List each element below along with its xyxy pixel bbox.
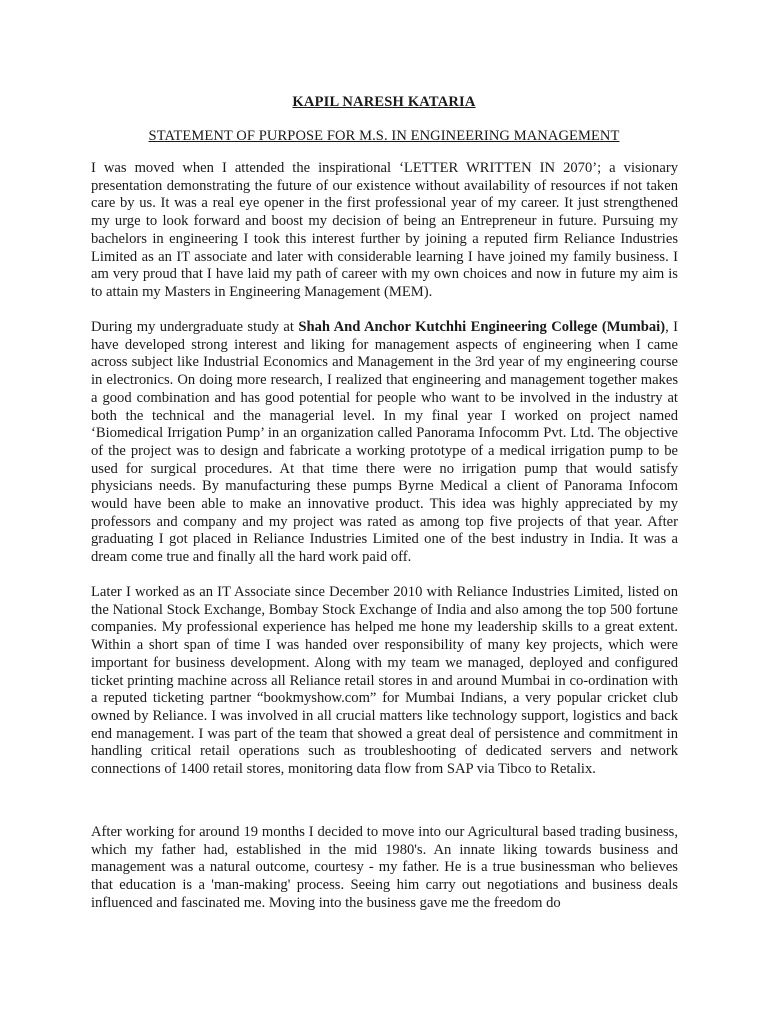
- paragraph-2-intro: During my undergraduate study at: [91, 319, 299, 335]
- paragraph-2: [91, 319, 678, 567]
- college-name: Shah And Anchor Kutchhi Engineering College (Mumbai): [298, 319, 666, 335]
- paragraph-3: Later I worked as an IT Associate since December 2010 with Reliance Industries Limited, listed on the National Stock Exchange, Bombay Stock Exchange of India and also among the top 500 fortune companies. My professional experience has helped me hone my leadership skills to a great extent. Within a short span of time I was handed over responsibility of many key projects, which were important for business development. Along with my team we managed, deployed and configured ticket printing machine across all Reliance retail stores in and around Mumbai in co-ordination with a reputed ticketing partner “bookmyshow.com” for Mumbai Indians, a very popular cricket club owned by Reliance. I was involved in all crucial matters like technology support, logistics and back end management. I was part of the team that showed a great deal of persistence and commitment in handling critical retail operations such as troubleshooting of dedicated servers and network connections of 1400 retail stores, monitoring data flow from SAP via Tibco to Retalix.: [91, 584, 678, 778]
- paragraph-4: After working for around 19 months I decided to move into our Agricultural based trading business, which my father had, established in the mid 1980's. An innate liking towards business and management was a natural outcome, courtesy - my father. He is a true businessman who believes that education is a 'man-making' process. Seeing him carry out negotiations and business deals influenced and fascinated me. Moving into the business gave me the freedom do: [91, 824, 678, 911]
- author-name: KAPIL NARESH KATARIA: [292, 94, 476, 110]
- paragraph-1: I was moved when I attended the inspirational ‘LETTER WRITTEN IN 2070’; a visionary presentation demonstrating the future of our existence without availability of resources if not taken care by us. It was a real eye opener in the first professional year of my career. It just strengthened my urge to look forward and boost my decision of being an Entrepreneur in future. Pursuing my bachelors in engineering I took this interest further by joining a reputed firm Reliance Industries Limited as an IT associate and later with considerable learning I have joined my family business. I am very proud that I have laid my path of career with my own choices and now in future my aim is to attain my Masters in Engineering Management (MEM).: [91, 160, 678, 300]
- paragraph-2-body: , I have developed strong interest and liking for management aspects of engineering when I came across subject like Industrial Economics and Management in the 3rd year of my engineering course in electronics. On doing more research, I realized that engineering and management together makes a good combination and has good potential for people who want to be involved in the industry at both the technical and the managerial level. In my final year I worked on project named ‘Biomedical Irrigation Pump’ in an organization called Panorama Infocomm Pvt. Ltd. The objective of the project was to design and fabricate a working prototype of a medical irrigation pump to be used for surgical procedures. At that time there were no irrigation pump that would satisfy physicians needs. By manufacturing these pumps Byrne Medical a client of Panorama Infocom would have been able to make an innovative product. This idea was highly appreciated by my professors and company and my project was rated as among top five projects of that year. After graduating I got placed in Reliance Industries Limited one of the best industry in India. It was a dream come true and finally all the hard work paid off.: [91, 319, 678, 566]
- document-title: STATEMENT OF PURPOSE FOR M.S. IN ENGINEERING MANAGEMENT: [148, 128, 620, 144]
